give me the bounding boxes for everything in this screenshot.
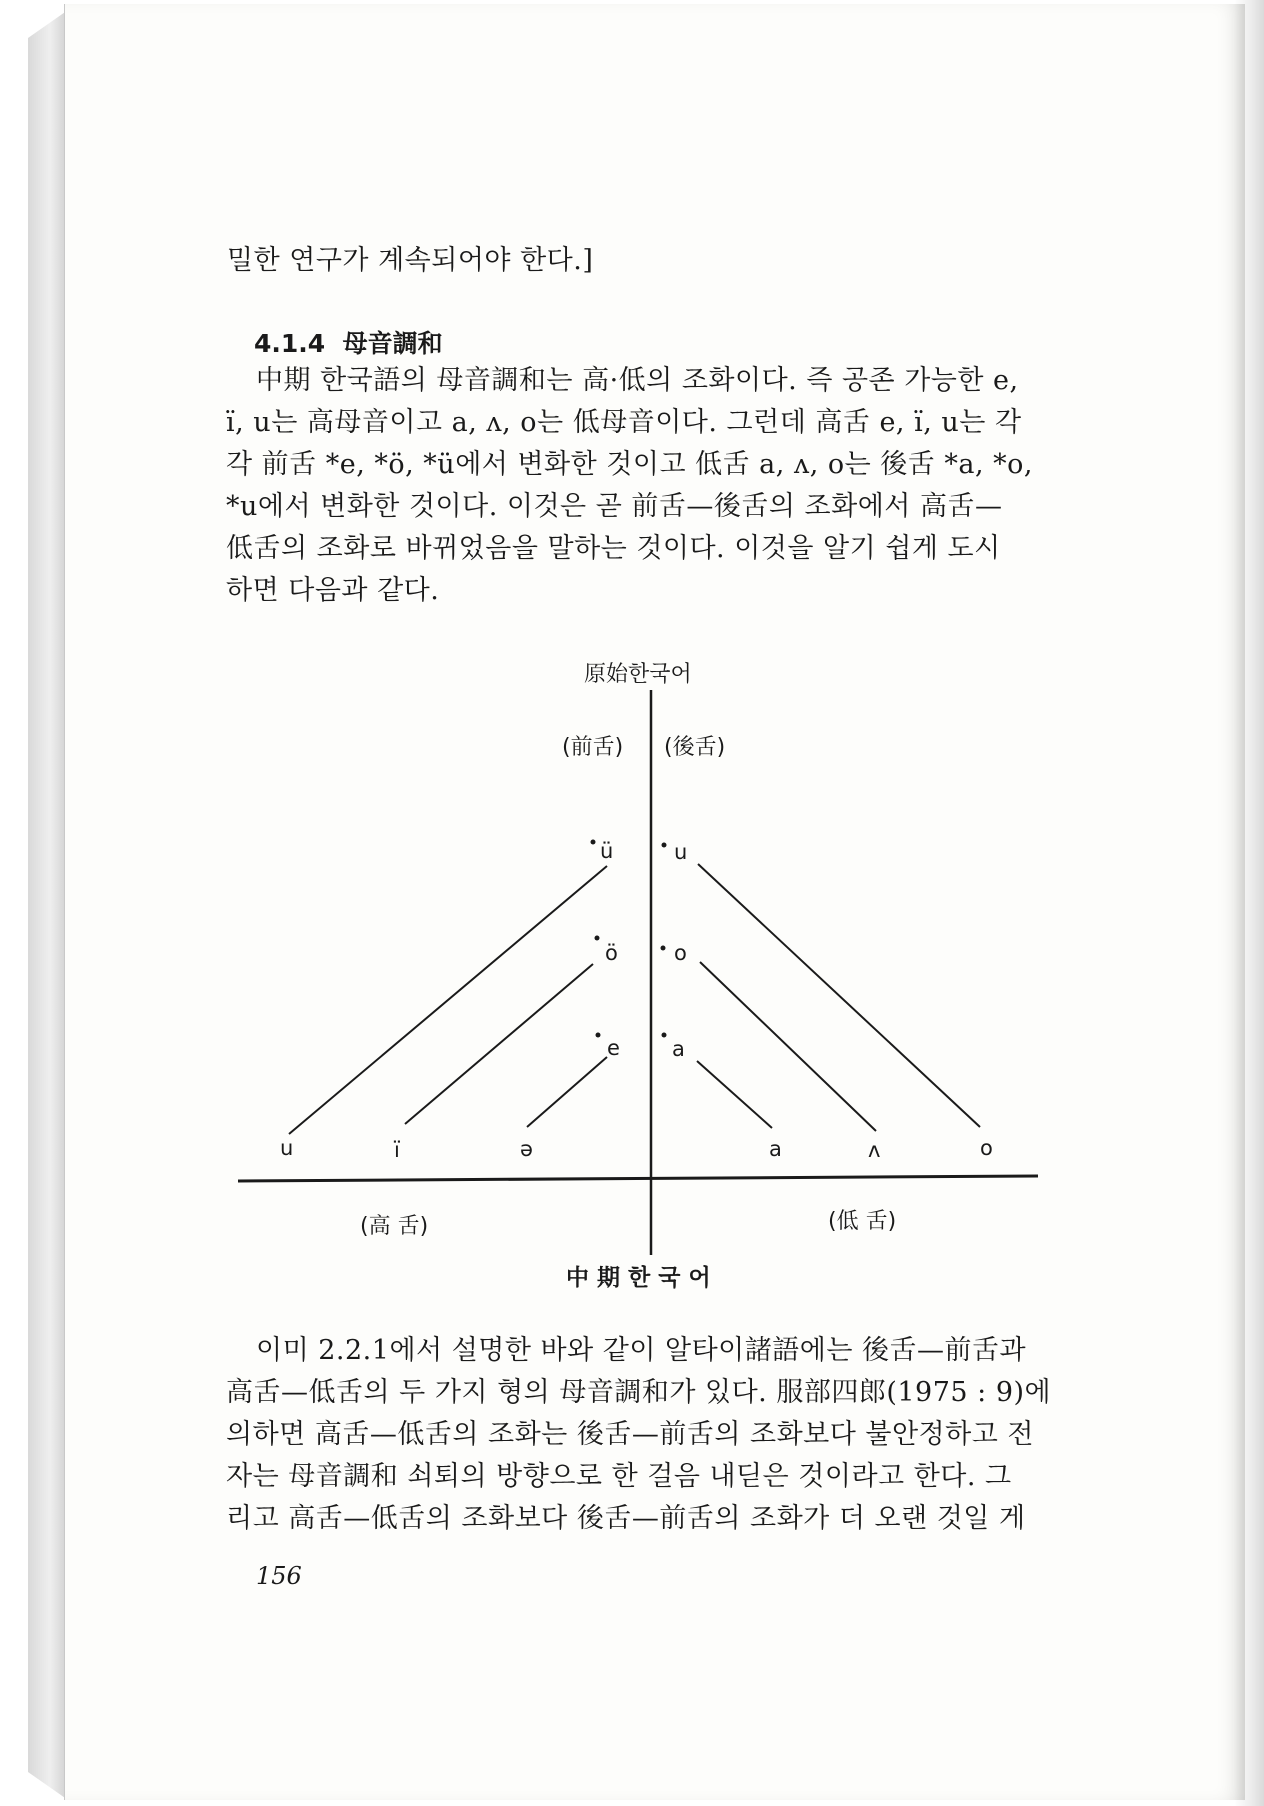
text-line: 하면 다음과 같다. bbox=[226, 575, 440, 606]
bottom-vowel: ə bbox=[520, 1137, 533, 1161]
front-vowel: e bbox=[607, 1036, 620, 1060]
back-tongue-label: (後舌) bbox=[664, 735, 726, 760]
text-line: *u에서 변화한 것이다. 이것은 곧 前舌—後舌의 조화에서 高舌— bbox=[226, 491, 1003, 522]
text-line: 高舌—低舌의 두 가지 형의 母音調和가 있다. 服部四郎(1975 : 9)에 bbox=[226, 1377, 1052, 1408]
page-number: 156 bbox=[256, 1562, 302, 1590]
text-line: 각 前舌 *e, *ö, *ü에서 변화한 것이고 低舌 a, ʌ, o는 後舌 *a, *o, bbox=[226, 449, 1033, 480]
text-line: 中期 한국語의 母音調和는 高·低의 조화이다. 즉 공존 가능한 e, bbox=[256, 365, 1019, 396]
front-vowel: ö bbox=[605, 941, 618, 965]
text-line: 低舌의 조화로 바뀌었음을 말하는 것이다. 이것을 알기 쉽게 도시 bbox=[226, 533, 1001, 564]
connector-line bbox=[697, 1061, 772, 1128]
front-vowel: ü bbox=[600, 839, 614, 863]
vowel-dot bbox=[661, 946, 666, 951]
bottom-vowel: ʌ bbox=[868, 1138, 881, 1162]
back-vowel: o bbox=[674, 941, 687, 965]
low-tongue-label: (低 舌) bbox=[828, 1209, 897, 1234]
vowel-dot bbox=[595, 936, 600, 941]
high-tongue-label: (高 舌) bbox=[360, 1214, 429, 1239]
vowel-dot bbox=[662, 1033, 667, 1038]
bottom-vowel: ï bbox=[394, 1138, 400, 1162]
connector-line bbox=[405, 964, 593, 1124]
text-line: 리고 高舌—低舌의 조화보다 後舌—前舌의 조화가 더 오랜 것일 게 bbox=[226, 1503, 1026, 1534]
text-line: 이미 2.2.1에서 설명한 바와 같이 알타이諸語에는 後舌—前舌과 bbox=[256, 1335, 1027, 1366]
bottom-label: 中 期 한 국 어 bbox=[566, 1265, 711, 1291]
paragraph-2 bbox=[226, 1330, 1051, 1540]
front-tongue-label: (前舌) bbox=[562, 735, 624, 760]
vowel-dot bbox=[662, 843, 667, 848]
back-vowel: a bbox=[672, 1037, 685, 1061]
section-title: 母音調和 bbox=[342, 329, 443, 358]
connector-line bbox=[289, 866, 607, 1134]
text-line: ï, u는 高母音이고 a, ʌ, o는 低母音이다. 그런데 高舌 e, ï, u는 각 bbox=[226, 407, 1022, 438]
text-line: 자는 母音調和 쇠퇴의 방향으로 한 걸음 내딛은 것이라고 한다. 그 bbox=[226, 1461, 1012, 1492]
horizontal-axis bbox=[238, 1176, 1038, 1181]
bottom-vowel: u bbox=[280, 1136, 294, 1160]
connector-line bbox=[698, 864, 980, 1127]
back-vowel: u bbox=[674, 840, 688, 864]
vowel-dot bbox=[596, 1033, 601, 1038]
top-label: 原始한국어 bbox=[584, 662, 692, 687]
vowel-dot bbox=[591, 840, 596, 845]
bottom-vowel: o bbox=[980, 1136, 993, 1160]
connector-line bbox=[700, 962, 876, 1131]
text-line: 밀한 연구가 계속되어야 한다.] bbox=[227, 245, 594, 276]
section-number: 4.1.4 bbox=[254, 329, 326, 358]
connector-line bbox=[527, 1057, 607, 1127]
text-line: 의하면 高舌—低舌의 조화는 後舌—前舌의 조화보다 불안정하고 전 bbox=[226, 1419, 1034, 1450]
bottom-vowel: a bbox=[769, 1137, 782, 1161]
